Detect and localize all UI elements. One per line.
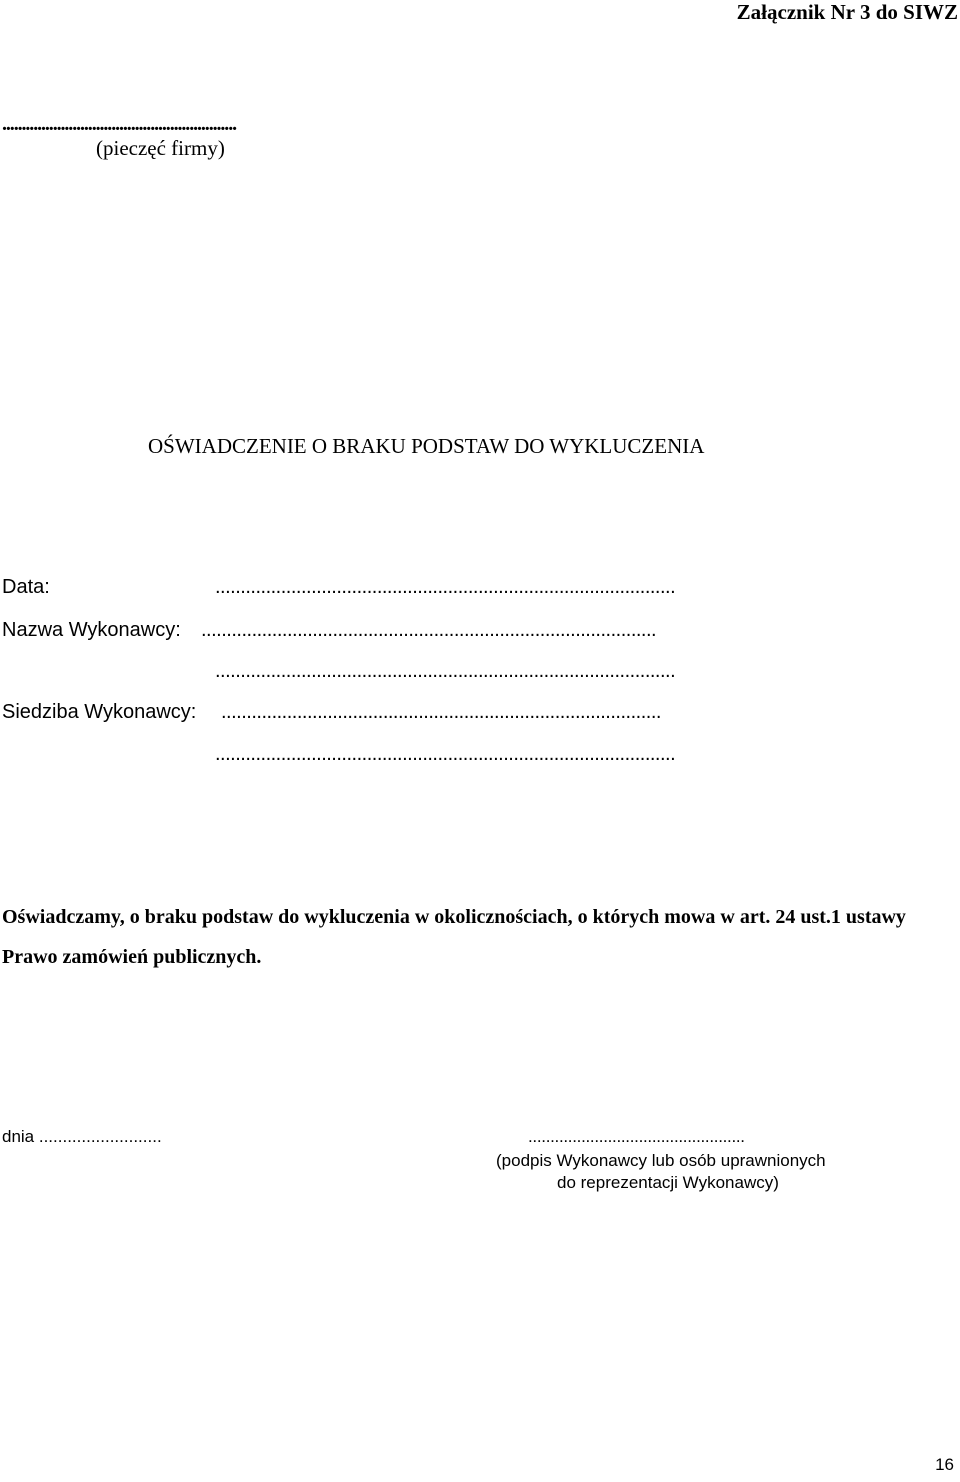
date-field: ........................................................................................... <box>215 576 676 598</box>
company-stamp-line: ............................................................ <box>2 113 237 135</box>
contractor-seat-field: ....................................................................................... <box>221 701 661 723</box>
contractor-name-label: Nazwa Wykonawcy: <box>2 619 181 641</box>
company-stamp-label: (pieczęć firmy) <box>96 136 225 160</box>
contractor-name-field-continued: ........................................................................................... <box>215 660 676 682</box>
date-label: Data: <box>2 576 50 598</box>
page-number: 16 <box>935 1455 954 1474</box>
declaration-statement: Oświadczamy, o braku podstaw do wykluczenia w okolicznościach, o których mowa w art. 24 ust.1 ustawy Prawo zamówień publicznych. <box>2 906 906 968</box>
signature-caption-line-1: (podpis Wykonawcy lub osób uprawnionych <box>496 1151 826 1170</box>
signature-line: ................................................. <box>528 1127 745 1146</box>
contractor-seat-field-continued: ........................................................................................... <box>215 743 676 765</box>
document-title: OŚWIADCZENIE O BRAKU PODSTAW DO WYKLUCZENIA <box>148 434 705 458</box>
signature-date-line: dnia .......................... <box>2 1127 162 1146</box>
contractor-seat-label: Siedziba Wykonawcy: <box>2 701 197 723</box>
contractor-name-field: .......................................................................................... <box>201 619 657 641</box>
signature-caption-line-2: do reprezentacji Wykonawcy) <box>557 1173 779 1192</box>
annex-label: Załącznik Nr 3 do SIWZ <box>736 0 958 24</box>
